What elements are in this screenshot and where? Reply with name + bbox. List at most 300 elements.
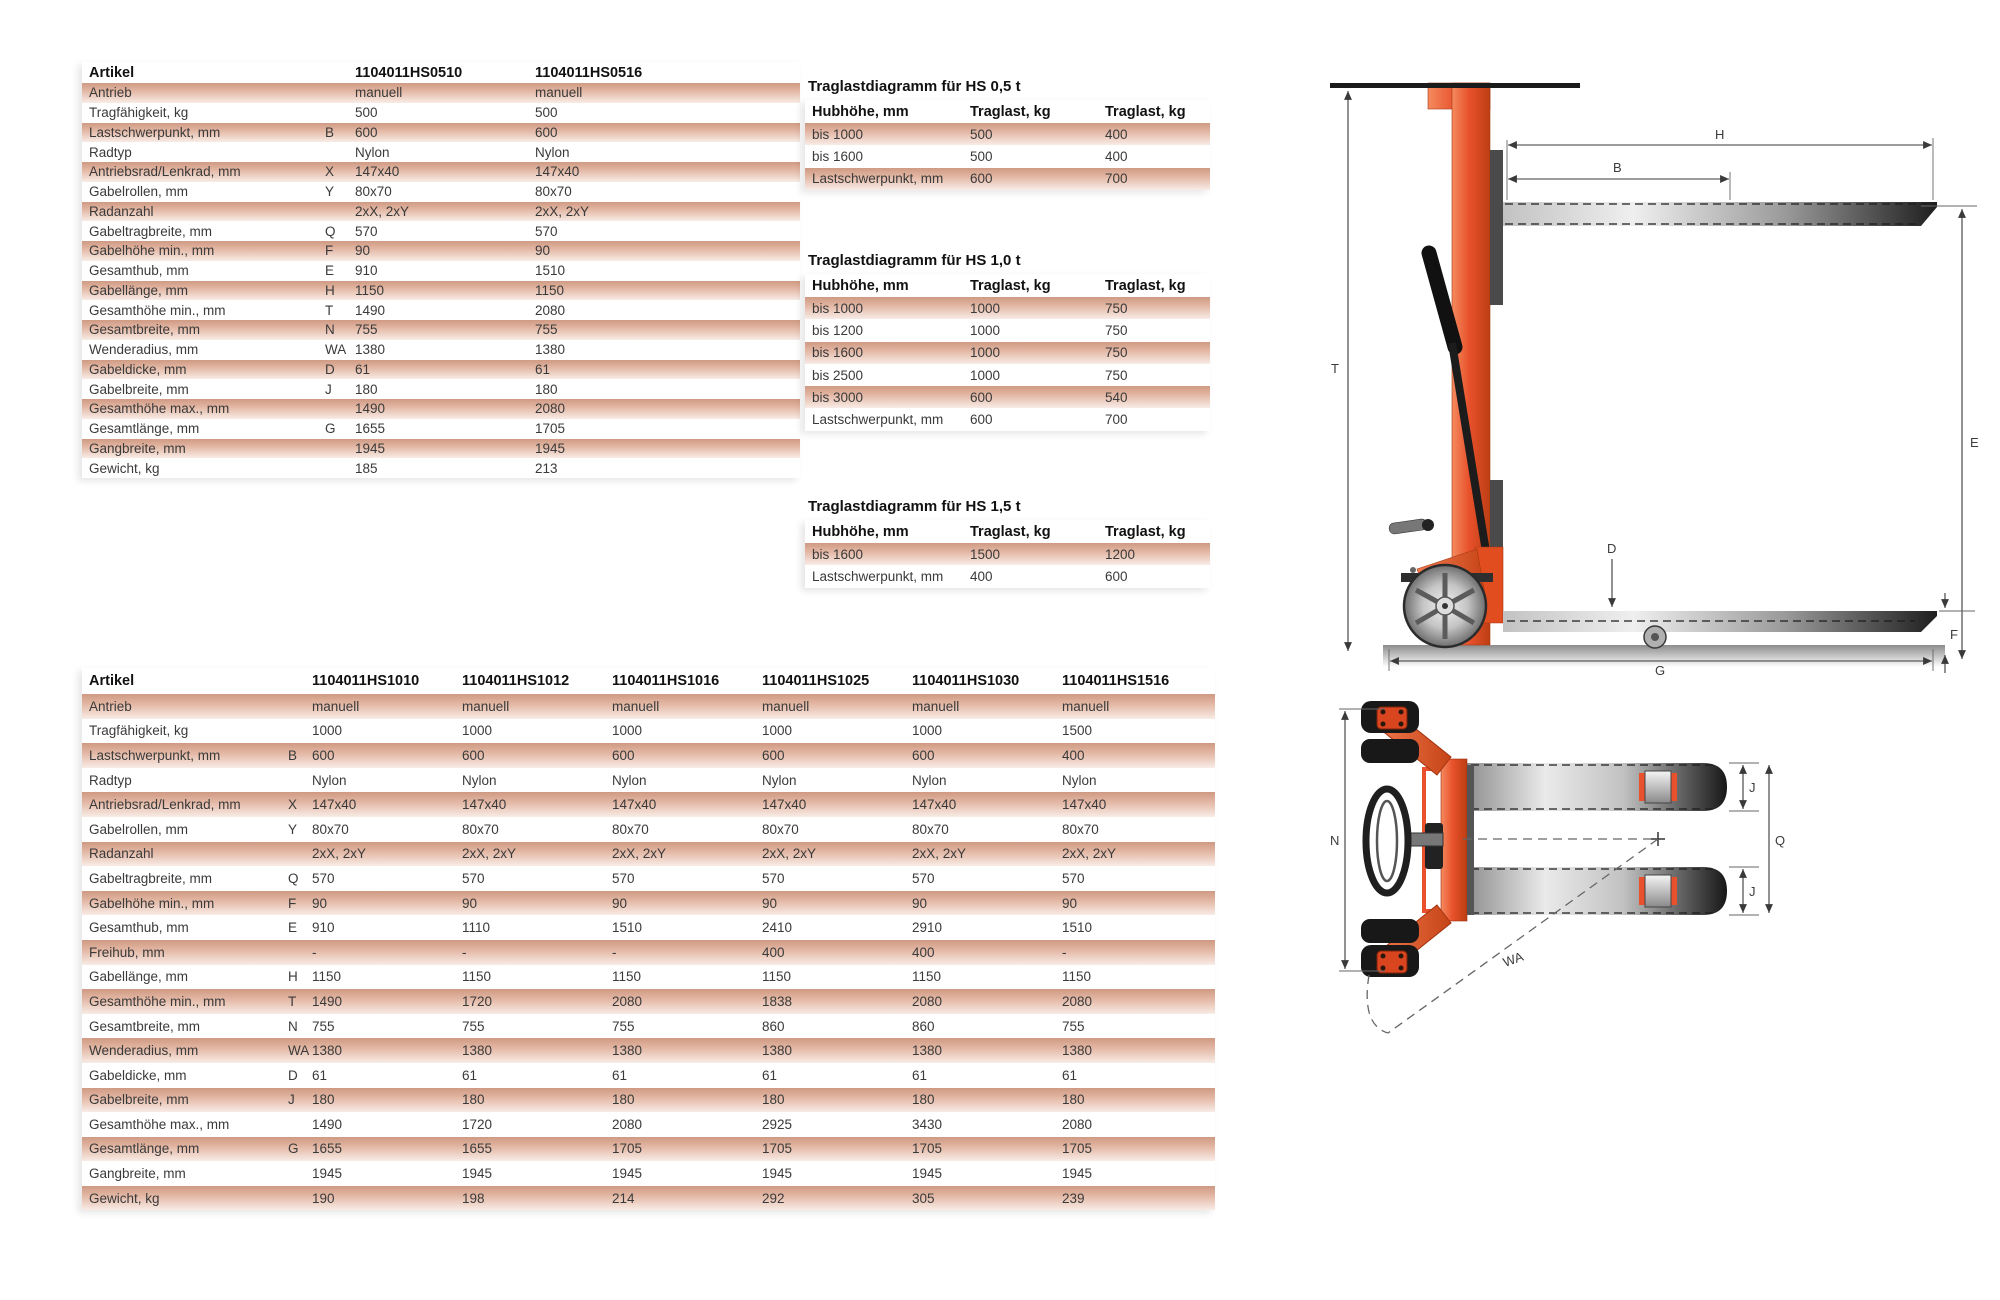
cell-value: 1945 xyxy=(612,1166,643,1182)
cell-value: 570 xyxy=(762,870,785,886)
cell-value: 1490 xyxy=(355,401,386,417)
row-dimension-letter: T xyxy=(325,302,334,318)
column-header: Traglast, kg xyxy=(1105,523,1186,540)
cell-value: 1655 xyxy=(355,421,386,437)
table-row xyxy=(805,543,1210,565)
cell-value: 80x70 xyxy=(355,184,392,200)
row-dimension-letter: WA xyxy=(288,1043,310,1059)
cell-value: 755 xyxy=(1062,1018,1085,1034)
table-row xyxy=(82,1014,1215,1039)
table-row xyxy=(82,300,800,320)
table-row xyxy=(805,364,1210,386)
row-label: Radanzahl xyxy=(89,846,154,862)
cell-value: 2xX, 2xY xyxy=(1062,846,1117,862)
row-dimension-letter: T xyxy=(288,993,297,1009)
cell-value: 190 xyxy=(312,1190,335,1206)
cell-value: 1380 xyxy=(535,342,566,358)
column-header: 1104011HS1016 xyxy=(612,673,720,689)
cell-value: 1000 xyxy=(970,300,1001,316)
cell-value: 400 xyxy=(762,944,785,960)
dim-label-D: D xyxy=(1607,541,1617,556)
cell-value: 1000 xyxy=(462,723,493,739)
cell-value: 1380 xyxy=(612,1043,643,1059)
cell-value: 1945 xyxy=(312,1166,343,1182)
cell-value: 1720 xyxy=(462,993,493,1009)
table-row xyxy=(82,458,800,478)
cell-value: 1945 xyxy=(1062,1166,1093,1182)
cell-value: Nylon xyxy=(355,144,390,160)
cell-value: 1705 xyxy=(535,421,566,437)
cell-value: 180 xyxy=(1062,1092,1085,1108)
table-row xyxy=(82,1112,1215,1137)
load-table-block-hs15 xyxy=(805,498,1210,588)
cell-value: 1150 xyxy=(312,969,342,985)
cell-value: 755 xyxy=(312,1018,335,1034)
cell-value: 400 xyxy=(1105,126,1128,142)
cell-value: 2410 xyxy=(762,920,793,936)
row-label: Gabelbreite, mm xyxy=(89,381,189,397)
load-table-hs10 xyxy=(805,274,1210,431)
dim-label-Q: Q xyxy=(1775,833,1786,848)
cell-value: 1200 xyxy=(1105,546,1136,562)
cell-value: 180 xyxy=(762,1092,785,1108)
table-row xyxy=(82,439,800,459)
cell-value: 2xX, 2xY xyxy=(462,846,517,862)
cell-value: 90 xyxy=(1062,895,1078,911)
row-label: bis 1000 xyxy=(812,126,864,142)
cell-value: 1380 xyxy=(912,1043,943,1059)
load-table-title: Traglastdiagramm für HS 1,5 t xyxy=(808,498,1021,515)
table-row xyxy=(82,1137,1215,1162)
table-row xyxy=(805,145,1210,167)
cell-value: 2925 xyxy=(762,1116,793,1132)
cell-value: 61 xyxy=(312,1067,328,1083)
table-row xyxy=(82,817,1215,842)
row-label: Gesamthub, mm xyxy=(89,263,189,279)
row-label: Gabelrollen, mm xyxy=(89,821,189,837)
table-row xyxy=(82,241,800,261)
table-row xyxy=(82,182,800,202)
dim-label-T: T xyxy=(1331,361,1339,376)
table-row xyxy=(805,342,1210,364)
cell-value: 1655 xyxy=(312,1141,343,1157)
cell-value: 61 xyxy=(1062,1067,1078,1083)
cell-value: 600 xyxy=(312,747,335,763)
table-row xyxy=(82,866,1215,891)
load-table-block-hs10 xyxy=(805,252,1210,431)
cell-value: 600 xyxy=(970,171,993,187)
cell-value: 400 xyxy=(1062,747,1085,763)
forks-top-view xyxy=(1467,763,1727,915)
cell-value: Nylon xyxy=(462,772,497,788)
cell-value: Nylon xyxy=(1062,772,1097,788)
cell-value: 1500 xyxy=(1062,723,1093,739)
cell-value: 755 xyxy=(612,1018,635,1034)
table-row xyxy=(805,386,1210,408)
column-header: Traglast, kg xyxy=(970,277,1051,294)
cell-value: 61 xyxy=(462,1067,478,1083)
cell-value: 700 xyxy=(1105,171,1128,187)
cell-value: manuell xyxy=(355,85,403,101)
cell-value: 147x40 xyxy=(1062,797,1107,813)
row-label: Gesamtbreite, mm xyxy=(89,1018,201,1034)
cell-value: 2080 xyxy=(535,401,566,417)
row-label: Gangbreite, mm xyxy=(89,1166,186,1182)
cell-value: 80x70 xyxy=(312,821,349,837)
table-row xyxy=(82,261,800,281)
cell-value: 700 xyxy=(1105,412,1128,428)
table-row xyxy=(82,1186,1215,1211)
cell-value: 61 xyxy=(535,361,551,377)
row-label: bis 1600 xyxy=(812,345,864,361)
cell-value: manuell xyxy=(912,698,960,714)
row-dimension-letter: G xyxy=(288,1141,299,1157)
spec-table-hs10-15 xyxy=(82,668,1215,1210)
cell-value: 500 xyxy=(970,148,993,164)
cell-value: 90 xyxy=(462,895,478,911)
cell-value: 500 xyxy=(970,126,993,142)
cell-value: 1380 xyxy=(462,1043,493,1059)
cell-value: 1150 xyxy=(1062,969,1092,985)
dim-label-B: B xyxy=(1613,160,1622,175)
cell-value: manuell xyxy=(312,698,360,714)
cell-value: 500 xyxy=(355,105,378,121)
table-header-label: Hubhöhe, mm xyxy=(812,277,909,294)
cell-value: 750 xyxy=(1105,300,1128,316)
cell-value: 1380 xyxy=(762,1043,793,1059)
row-label: Tragfähigkeit, kg xyxy=(89,723,189,739)
cell-value: 1490 xyxy=(355,302,386,318)
row-dimension-letter: D xyxy=(288,1067,298,1083)
cell-value: 80x70 xyxy=(912,821,949,837)
dim-label-WA: WA xyxy=(1500,948,1526,970)
row-label: Gabeltragbreite, mm xyxy=(89,870,213,886)
table-header-row xyxy=(82,62,800,83)
row-dimension-letter: G xyxy=(325,421,336,437)
top-view-svg xyxy=(1325,695,1790,1095)
cell-value: manuell xyxy=(535,85,583,101)
cell-value: 147x40 xyxy=(762,797,807,813)
row-dimension-letter: E xyxy=(325,263,335,279)
dimension-B xyxy=(1508,160,1730,200)
row-label: bis 1000 xyxy=(812,300,864,316)
load-table-title: Traglastdiagramm für HS 1,0 t xyxy=(808,252,1021,269)
cell-value: 1000 xyxy=(762,723,793,739)
row-label: Gabelhöhe min., mm xyxy=(89,895,215,911)
row-label: Radanzahl xyxy=(89,203,154,219)
cell-value: 755 xyxy=(355,322,378,338)
table-row xyxy=(82,915,1215,940)
column-header: Traglast, kg xyxy=(1105,103,1186,120)
cell-value: 1000 xyxy=(312,723,343,739)
dimension-Q xyxy=(1769,765,1785,913)
cell-value: manuell xyxy=(462,698,510,714)
table-header-label: Artikel xyxy=(89,673,135,689)
table-header-row xyxy=(805,520,1210,543)
table-row xyxy=(82,1088,1215,1113)
cell-value: - xyxy=(462,944,467,960)
row-label: Antrieb xyxy=(89,85,132,101)
cell-value: 1150 xyxy=(912,969,942,985)
cell-value: 1150 xyxy=(612,969,642,985)
row-label: Lastschwerpunkt, mm xyxy=(89,124,221,140)
row-label: Antriebsrad/Lenkrad, mm xyxy=(89,797,241,813)
cell-value: Nylon xyxy=(312,772,347,788)
cell-value: 1150 xyxy=(535,282,565,298)
cell-value: 80x70 xyxy=(762,821,799,837)
row-label: Radtyp xyxy=(89,144,132,160)
cell-value: 1945 xyxy=(912,1166,943,1182)
cell-value: 3430 xyxy=(912,1116,943,1132)
cell-value: 570 xyxy=(612,870,635,886)
column-header: 1104011HS1012 xyxy=(462,673,570,689)
table-row xyxy=(82,103,800,123)
row-label: Gewicht, kg xyxy=(89,460,160,476)
cell-value: 570 xyxy=(462,870,485,886)
row-label: Gesamthöhe max., mm xyxy=(89,1116,230,1132)
table-header-label: Artikel xyxy=(89,64,135,81)
cell-value: 90 xyxy=(912,895,928,911)
cell-value: Nylon xyxy=(762,772,797,788)
dimension-J-upper xyxy=(1729,763,1759,811)
cell-value: 90 xyxy=(612,895,628,911)
fork-platform-raised xyxy=(1503,202,1937,226)
cell-value: 600 xyxy=(612,747,635,763)
cell-value: 600 xyxy=(762,747,785,763)
dimension-J-lower xyxy=(1729,867,1759,915)
fork-lowered xyxy=(1503,611,1937,648)
row-label: Wenderadius, mm xyxy=(89,1043,199,1059)
table-header-row xyxy=(805,274,1210,297)
cell-value: 80x70 xyxy=(612,821,649,837)
row-label: Gabelrollen, mm xyxy=(89,184,189,200)
row-label: Tragfähigkeit, kg xyxy=(89,105,189,121)
table-row xyxy=(82,694,1215,719)
table-row xyxy=(82,379,800,399)
cell-value: 860 xyxy=(762,1018,785,1034)
cell-value: 1655 xyxy=(462,1141,493,1157)
cell-value: 2080 xyxy=(535,302,566,318)
table-row xyxy=(82,162,800,182)
row-label: Antriebsrad/Lenkrad, mm xyxy=(89,164,241,180)
cell-value: 1705 xyxy=(1062,1141,1093,1157)
cell-value: 80x70 xyxy=(1062,821,1099,837)
cell-value: 239 xyxy=(1062,1190,1085,1206)
cell-value: 1000 xyxy=(612,723,643,739)
row-label: Gesamtlänge, mm xyxy=(89,1141,200,1157)
cell-value: 2080 xyxy=(612,1116,643,1132)
table-row xyxy=(805,408,1210,430)
table-row xyxy=(82,340,800,360)
column-header: Traglast, kg xyxy=(1105,277,1186,294)
row-label: Lastschwerpunkt, mm xyxy=(89,747,221,763)
row-dimension-letter: J xyxy=(288,1092,295,1108)
cell-value: 910 xyxy=(312,920,335,936)
cell-value: 90 xyxy=(312,895,328,911)
cell-value: 1705 xyxy=(612,1141,643,1157)
cell-value: 1150 xyxy=(762,969,792,985)
dim-label-F: F xyxy=(1950,627,1958,642)
row-label: bis 3000 xyxy=(812,389,864,405)
row-label: Gabelhöhe min., mm xyxy=(89,243,215,259)
cell-value: 1720 xyxy=(462,1116,493,1132)
table-header-label: Hubhöhe, mm xyxy=(812,523,909,540)
table-row xyxy=(82,399,800,419)
cell-value: manuell xyxy=(612,698,660,714)
cell-value: 2xX, 2xY xyxy=(612,846,667,862)
row-label: Gabellänge, mm xyxy=(89,282,189,298)
spec-table-hs05 xyxy=(82,62,800,478)
cell-value: 2080 xyxy=(1062,1116,1093,1132)
cell-value: 750 xyxy=(1105,345,1128,361)
row-label: Freihub, mm xyxy=(89,944,165,960)
cell-value: 1500 xyxy=(970,546,1001,562)
cell-value: 80x70 xyxy=(462,821,499,837)
cell-value: 1000 xyxy=(970,345,1001,361)
cell-value: 180 xyxy=(462,1092,485,1108)
table-row xyxy=(82,989,1215,1014)
cell-value: 2xX, 2xY xyxy=(762,846,817,862)
row-dimension-letter: X xyxy=(325,164,335,180)
row-label: Lastschwerpunkt, mm xyxy=(812,412,944,428)
column-header: 1104011HS1516 xyxy=(1062,673,1170,689)
table-row xyxy=(82,360,800,380)
tiller-top-view xyxy=(1366,789,1443,893)
row-label: Gesamthöhe min., mm xyxy=(89,302,226,318)
cell-value: 90 xyxy=(535,243,551,259)
row-dimension-letter: N xyxy=(288,1018,298,1034)
cell-value: 147x40 xyxy=(355,164,400,180)
cell-value: 2xX, 2xY xyxy=(912,846,967,862)
row-label: Gesamtbreite, mm xyxy=(89,322,201,338)
cell-value: 570 xyxy=(355,223,378,239)
cell-value: 1945 xyxy=(762,1166,793,1182)
fork-roller-top xyxy=(1639,771,1677,803)
row-label: Gabeldicke, mm xyxy=(89,1067,187,1083)
table-row xyxy=(82,891,1215,916)
row-dimension-letter: N xyxy=(325,322,335,338)
row-label: Gabeltragbreite, mm xyxy=(89,223,213,239)
cell-value: 1945 xyxy=(355,440,386,456)
cell-value: 147x40 xyxy=(535,164,580,180)
table-row xyxy=(82,83,800,103)
cell-value: 755 xyxy=(535,322,558,338)
cell-value: 61 xyxy=(612,1067,628,1083)
cell-value: 1945 xyxy=(462,1166,493,1182)
cell-value: 1000 xyxy=(912,723,943,739)
cell-value: 600 xyxy=(355,124,378,140)
cell-value: manuell xyxy=(762,698,810,714)
side-view-diagram xyxy=(1325,55,1995,675)
table-row xyxy=(82,719,1215,744)
dim-label-N: N xyxy=(1330,833,1340,848)
row-label: Gesamtlänge, mm xyxy=(89,421,200,437)
cell-value: 1150 xyxy=(355,282,385,298)
row-dimension-letter: Y xyxy=(288,821,298,837)
row-dimension-letter: D xyxy=(325,361,335,377)
row-label: Gesamthöhe max., mm xyxy=(89,401,230,417)
row-label: Gangbreite, mm xyxy=(89,440,186,456)
table-row xyxy=(82,419,800,439)
load-table-hs15 xyxy=(805,520,1210,588)
cell-value: Nylon xyxy=(612,772,647,788)
table-row xyxy=(805,297,1210,319)
cell-value: 198 xyxy=(462,1190,485,1206)
cell-value: 600 xyxy=(970,412,993,428)
cell-value: 1510 xyxy=(612,920,643,936)
row-dimension-letter: F xyxy=(325,243,334,259)
dim-label-G: G xyxy=(1655,663,1666,675)
column-header: 1104011HS1030 xyxy=(912,673,1020,689)
column-header: 1104011HS1025 xyxy=(762,673,870,689)
row-label: Gabellänge, mm xyxy=(89,969,189,985)
cell-value: 292 xyxy=(762,1190,785,1206)
cell-value: 2080 xyxy=(612,993,643,1009)
cell-value: 400 xyxy=(970,568,993,584)
cell-value: Nylon xyxy=(535,144,570,160)
cell-value: 600 xyxy=(462,747,485,763)
cell-value: 750 xyxy=(1105,367,1128,383)
column-header: Traglast, kg xyxy=(970,103,1051,120)
cell-value: 570 xyxy=(535,223,558,239)
table-row xyxy=(82,1161,1215,1186)
row-dimension-letter: B xyxy=(288,747,298,763)
row-dimension-letter: H xyxy=(288,969,298,985)
cell-value: 910 xyxy=(355,263,378,279)
cell-value: 61 xyxy=(355,361,371,377)
cell-value: 1380 xyxy=(355,342,386,358)
table-row xyxy=(82,743,1215,768)
cell-value: 400 xyxy=(1105,148,1128,164)
dim-label-H: H xyxy=(1715,127,1725,142)
table-row xyxy=(82,320,800,340)
row-label: Wenderadius, mm xyxy=(89,342,199,358)
table-header-row xyxy=(805,100,1210,123)
cell-value: 2910 xyxy=(912,920,943,936)
cell-value: 400 xyxy=(912,944,935,960)
table-row xyxy=(82,792,1215,817)
cell-value: 147x40 xyxy=(462,797,507,813)
cell-value: 600 xyxy=(535,124,558,140)
cell-value: 180 xyxy=(312,1092,335,1108)
column-header: Traglast, kg xyxy=(970,523,1051,540)
row-label: bis 1600 xyxy=(812,148,864,164)
row-label: Lastschwerpunkt, mm xyxy=(812,568,944,584)
row-label: Radtyp xyxy=(89,772,132,788)
row-dimension-letter: Q xyxy=(288,870,299,886)
table-header-label: Hubhöhe, mm xyxy=(812,103,909,120)
dimension-D xyxy=(1607,541,1616,607)
row-dimension-letter: J xyxy=(325,381,332,397)
dim-label-J: J xyxy=(1749,884,1756,899)
cell-value: 147x40 xyxy=(912,797,957,813)
cell-value: - xyxy=(1062,944,1067,960)
table-row xyxy=(82,281,800,301)
row-dimension-letter: Q xyxy=(325,223,336,239)
cell-value: 1705 xyxy=(762,1141,793,1157)
cell-value: 750 xyxy=(1105,322,1128,338)
cell-value: 185 xyxy=(355,460,378,476)
row-label: Gewicht, kg xyxy=(89,1190,160,1206)
cell-value: 600 xyxy=(970,389,993,405)
table-row xyxy=(82,1063,1215,1088)
load-table-block-hs05 xyxy=(805,78,1210,190)
table-row xyxy=(805,319,1210,341)
cell-value: - xyxy=(612,944,617,960)
cell-value: 180 xyxy=(355,381,378,397)
table-row xyxy=(82,1038,1215,1063)
table-row xyxy=(82,221,800,241)
